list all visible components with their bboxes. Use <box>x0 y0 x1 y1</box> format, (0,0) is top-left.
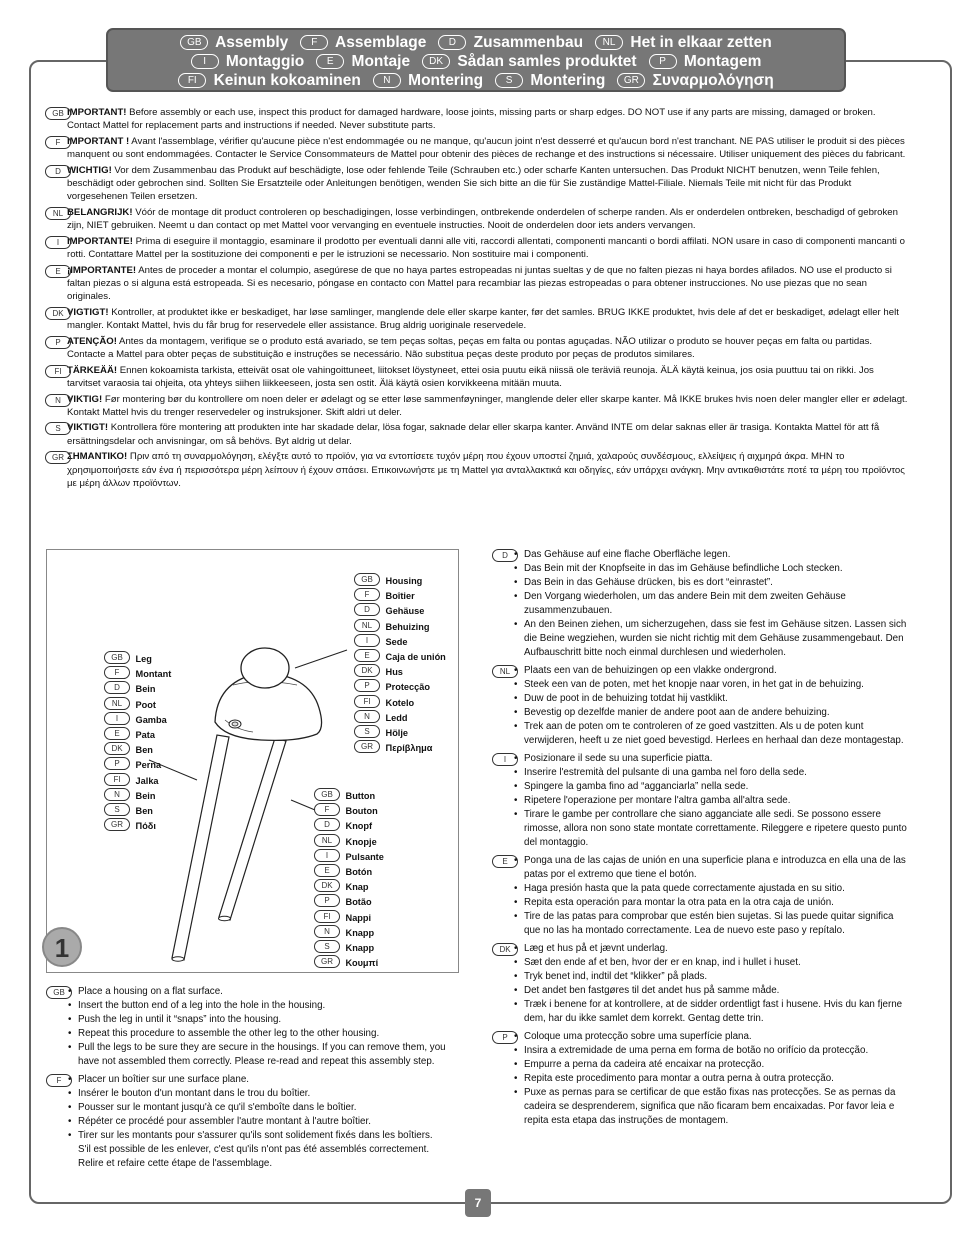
housing-shape <box>215 648 322 740</box>
part-label: Ben <box>133 806 153 817</box>
warning-label: ¡IMPORTANTE! <box>67 264 137 276</box>
language-code-badge: GB <box>180 35 208 50</box>
instruction-step: • Træk i benene for at kontrollere, at de sidder ordentligt fast i husene. Hvis du kan fjerne dem, har du ikke samlet dem korrekt. Gentag dette trin. <box>514 998 912 1026</box>
instruction-step: • Coloque uma protecção sobre uma superfície plana. <box>514 1030 912 1044</box>
language-code-badge: GB <box>45 107 71 120</box>
language-code-badge: F <box>45 136 71 149</box>
language-code-badge: DK <box>45 307 71 320</box>
part-label-row <box>354 588 446 603</box>
warning-text: Kontrollera före montering att produkten inte har skadade delar, lösa fogar, saknade delar eller skarpa kanter. Använd INTE om delar saknas eller är trasiga. Kontakta Mattel för att få ersättningsdelar och anvisningar, om så behövs. Byt aldrig ut delar. <box>67 422 880 447</box>
part-label-row <box>314 940 384 955</box>
language-code-badge: D <box>492 549 518 562</box>
instruction-step: • Trek aan de poten om te controleren of ze goed vastzitten. Als u de poten kunt verwijderen, heeft u ze niet goed bevestigd. Herlees en herhaal dan deze montagestap. <box>514 720 912 748</box>
language-code-badge: P <box>354 679 380 692</box>
instruction-step: • Push the leg in until it “snaps” into the housing. <box>68 1013 446 1027</box>
warning-paragraph <box>45 206 910 232</box>
warning-paragraph <box>45 235 910 261</box>
language-code-badge: GB <box>354 573 380 586</box>
warning-paragraph <box>45 306 910 332</box>
title-text: Montering <box>526 72 606 89</box>
instruction-step: • Insérer le bouton d'un montant dans le trou du boîtier. <box>68 1087 446 1101</box>
language-code-badge: GB <box>46 986 72 999</box>
part-label: Nappi <box>343 912 372 923</box>
button-label-list <box>314 788 384 970</box>
title-line-2 <box>108 52 844 71</box>
part-label-row <box>104 697 171 712</box>
instruction-step: • Repita este procedimento para montar a outra perna à outra protecção. <box>514 1072 912 1086</box>
part-label-row <box>104 651 171 666</box>
instruction-step: • Ponga una de las cajas de unión en una superficie plana e introduzca en ella una de las patas por el extremo que tiene el botón. <box>514 854 912 882</box>
leg-label-list <box>104 651 171 833</box>
language-code-badge: E <box>316 54 344 69</box>
instructions-right-column <box>492 548 912 1132</box>
language-code-badge: GR <box>45 451 71 464</box>
language-code-badge: DK <box>422 54 450 69</box>
instruction-step: • Tirare le gambe per controllare che siano agganciate alle sedi. Se possono essere rimosse, allora non sono state montate correttamente. Rileggere e ripetere questo punto del montaggio. <box>514 808 912 850</box>
part-label: Bein <box>133 790 156 801</box>
language-code-badge: FI <box>354 695 380 708</box>
part-label: Leg <box>133 654 152 664</box>
warning-text: Vor dem Zusammenbau das Produkt auf beschädigte, lose oder fehlende Teile (Schrauben etc.) oder scharfe Kanten untersuchen. Das Produkt NICHT benutzen, wenn Teile fehlen, beschädigt oder gebrochen sind. Sollten Sie Ersatzteile oder Anleitungen benötigen, wenden Sie sich bitte an die für Sie zuständige Mattel-Filiale. Niemals Teile mit nicht für das Produkt vorgesehenen Teilen ersetzen. <box>67 164 880 203</box>
warning-label: IMPORTANT ! <box>67 135 130 147</box>
warning-text: Before assembly or each use, inspect this product for damaged hardware, loose joints, missing parts or sharp edges. DO NOT use if any parts are missing, damaged or broken. Contact Mattel for replacement parts and instructions if needed. Never substitute parts. <box>67 107 876 132</box>
warning-paragraph <box>45 421 910 447</box>
warning-text: Avant l'assemblage, vérifier qu'aucune pièce n'est endommagée ou ne manque, qu'aucun joint n'est desserré et qu'aucun bord n'est tranchant. NE PAS utiliser le produit si des pièces manquent ou sont endommagées. Contacter le Service Consommateurs de Mattel pour obtenir des pièces de rechange et des instructions si nécessaire. Utiliser uniquement des pièces du fabricant. <box>67 135 906 161</box>
language-code-badge: E <box>314 864 340 877</box>
instruction-step: • Læg et hus på et jævnt underlag. <box>514 942 912 956</box>
part-label-row <box>354 695 446 710</box>
language-code-badge: GR <box>617 73 645 88</box>
part-label: Πόδι <box>133 821 156 832</box>
part-label: Hölje <box>383 728 409 739</box>
title-text: Assemblage <box>331 34 427 51</box>
title-text: Montagem <box>679 53 762 70</box>
language-code-badge: DK <box>492 943 518 956</box>
instruction-step: • Empurre a perna da cadeira até encaixar na protecção. <box>514 1058 912 1072</box>
part-label-row <box>354 725 446 740</box>
title-text: Montaje <box>347 53 411 70</box>
warning-text: Ennen kokoamista tarkista, etteivät osat ole vahingoittuneet, liitokset löystyneet, ettei osia puutu eikä niissä ole teräviä reunoja. ÄLÄ käytä keinua, jos osia puuttuu tai on rikki. Jos tarvitset varaosia tai ohjeita, ota yhteys siihen liikkeeseen, josta sen ostit. Älä käytä osien korvikkeena mitään muuta. <box>67 364 874 389</box>
part-label-row <box>314 818 384 833</box>
warning-label: VIKTIG! <box>67 393 103 405</box>
language-code-badge: I <box>191 54 219 69</box>
part-label: Housing <box>383 576 423 586</box>
language-code-badge: N <box>354 710 380 723</box>
part-label-row <box>354 619 446 634</box>
part-label: Ledd <box>383 712 408 723</box>
language-code-badge: S <box>314 940 340 953</box>
language-code-badge: N <box>373 73 401 88</box>
warning-text: Prima di eseguire il montaggio, esaminare il prodotto per eventuali danni alle viti, raccordi allentati, componenti mancanti o bordi affilati. NON usare in caso di componenti mancanti o rotti. Contattare Mattel per la sostituzione dei componenti e per le istruzioni se necessario. Non sostituire mai i componenti. <box>67 235 905 261</box>
warning-text: Kontroller, at produktet ikke er beskadiget, har løse samlinger, manglende dele eller skarpe kanter, før det samles. BRUG IKKE produktet, hvis dele af det er beskadiget, ødelagt eller helt mangler. Kontakt Mattel, hvis du får brug for reservedele eller assistance. Brug aldrig uoriginale reservedele. <box>67 306 899 332</box>
part-label-row <box>314 910 384 925</box>
language-code-badge: S <box>45 422 71 435</box>
language-code-badge: NL <box>314 834 340 847</box>
warning-paragraph <box>45 264 910 304</box>
title-text: Sådan samles produktet <box>453 53 637 70</box>
part-label-row <box>314 925 384 940</box>
leg-right <box>219 738 287 921</box>
warning-label: VIGTIGT! <box>67 306 109 318</box>
part-label: Jalka <box>133 775 159 786</box>
part-label-row <box>354 603 446 618</box>
part-label: Pata <box>133 730 155 741</box>
language-code-badge: D <box>104 681 130 694</box>
instruction-block <box>492 854 912 938</box>
instruction-step: • Repeat this procedure to assemble the other leg to the other housing. <box>68 1027 446 1041</box>
language-code-badge: F <box>300 35 328 50</box>
part-label-row <box>314 864 384 879</box>
part-label: Gamba <box>133 714 167 725</box>
warning-label: WICHTIG! <box>67 164 112 176</box>
part-label: Behuizing <box>383 621 430 632</box>
language-code-badge: GR <box>314 955 340 968</box>
instruction-step: • Pousser sur le montant jusqu'à ce qu'il s'emboîte dans le boîtier. <box>68 1101 446 1115</box>
language-code-badge: S <box>104 803 130 816</box>
language-code-badge: E <box>104 727 130 740</box>
warning-text: Πριν από τη συναρμολόγηση, ελέγξτε αυτό το προϊόν, για να εντοπίσετε τυχόν μέρη που έχουν υποστεί ζημιά, χαλαρούς συνδέσμους, ελλείψεις ή αιχμηρά άκρα. ΜΗΝ το χρησιμοποιήσετε εάν ένα ή περισσότερα μέρη λείπουν ή έχουν σπάσει. Επικοινωνήστε με τη Mattel για ανταλλακτικά και οδηγίες, εάν υπάρχει ανάγκη. Μην αντικαθιστάτε ποτέ τα μέρη του προϊόντος με μέρη άλλων προϊόντων. <box>67 451 905 489</box>
part-label-row <box>314 849 384 864</box>
instruction-block <box>492 548 912 660</box>
instruction-step: • Sæt den ende af et ben, hvor der er en knap, ind i hullet i huset. <box>514 956 912 970</box>
language-code-badge: P <box>104 757 130 770</box>
title-line-1 <box>108 33 844 52</box>
warning-text: Før montering bør du kontrollere om noen deler er ødelagt og se etter løse sammenføyninger, manglende deler eller skarpe kanter. Må IKKE brukes hvis noen deler mangler eller er ødelagt. Kontakt Mattel hvis du trenger reservedeler og instruksjoner. Skift aldri ut deler. <box>67 393 908 418</box>
instruction-block <box>492 942 912 1026</box>
warning-text: Antes de proceder a montar el columpio, asegúrese de que no haya partes estropeadas ni juntas sueltas y de que no falten piezas ni haya bordes afilados. NO use el producto si faltan piezas o si alguna está estropeada. Si es necesario, póngase en contacto con Mattel para recambiar las piezas estropeadas o para obtener instrucciones. No use piezas que no sean originales. <box>67 264 892 303</box>
assembly-diagram <box>46 549 459 973</box>
part-label-row <box>104 803 171 818</box>
warning-label: TÄRKEÄÄ! <box>67 364 118 376</box>
instruction-block <box>46 985 446 1069</box>
language-code-badge: I <box>354 634 380 647</box>
part-label-row <box>104 818 171 833</box>
part-label-row <box>354 634 446 649</box>
language-code-badge: NL <box>354 619 380 632</box>
language-code-badge: P <box>314 894 340 907</box>
language-code-badge: I <box>492 753 518 766</box>
part-label: Ben <box>133 745 153 756</box>
language-code-badge: D <box>354 603 380 616</box>
warning-paragraph <box>45 450 910 490</box>
instruction-step: • Steek een van de poten, met het knopje naar voren, in het gat in de behuizing. <box>514 678 912 692</box>
warning-text: Vóór de montage dit product controleren op beschadigingen, losse verbindingen, ontbrekende onderdelen of scherpe randen. Als er onderdelen ontbreken, beschadigd of gebroken zijn, NIET gebruiken. Neemt u dan contact op met Mattel voor vervanging en eventuele instructies. Nooit de onderdelen door iets anders vervangen. <box>67 206 898 232</box>
leg-left <box>172 735 229 961</box>
instruction-step: • Placer un boîtier sur une surface plane. <box>68 1073 446 1087</box>
language-code-badge: FI <box>104 773 130 786</box>
warning-label: IMPORTANTE! <box>67 235 133 247</box>
title-text: Συναρμολόγηση <box>648 72 774 89</box>
assembly-title-banner <box>106 28 846 92</box>
part-label: Botón <box>343 867 373 878</box>
instruction-step: • Das Gehäuse auf eine flache Oberfläche legen. <box>514 548 912 562</box>
title-text: Keinun kokoaminen <box>209 72 361 89</box>
instruction-step: • Den Vorgang wiederholen, um das andere Bein mit dem zweiten Gehäuse zusammenzubauen. <box>514 590 912 618</box>
language-code-badge: FI <box>45 365 71 378</box>
part-label: Bouton <box>343 806 378 817</box>
instruction-step: • Place a housing on a flat surface. <box>68 985 446 999</box>
instruction-step: • Bevestig op dezelfde manier de andere poot aan de andere behuizing. <box>514 706 912 720</box>
language-code-badge: D <box>45 165 71 178</box>
title-text: Montaggio <box>221 53 305 70</box>
language-code-badge: F <box>104 666 130 679</box>
warning-paragraph <box>45 364 910 390</box>
instruction-step: • Das Bein mit der Knopfseite in das im Gehäuse befindliche Loch stecken. <box>514 562 912 576</box>
part-label: Bein <box>133 684 156 695</box>
part-label: Sede <box>383 636 408 647</box>
language-code-badge: N <box>104 788 130 801</box>
instruction-step: • Det andet ben fastgøres til det andet hus på samme måde. <box>514 984 912 998</box>
part-label: Boîtier <box>383 591 415 602</box>
instruction-step: • Duw de poot in de behuizing totdat hij vastklikt. <box>514 692 912 706</box>
language-code-badge: NL <box>104 697 130 710</box>
part-label: Knapp <box>343 943 375 954</box>
safety-warnings <box>45 106 910 492</box>
language-code-badge: FI <box>178 73 206 88</box>
part-label-row <box>354 573 446 588</box>
part-label: Kotelo <box>383 697 415 708</box>
language-code-badge: S <box>495 73 523 88</box>
instruction-step: • Répéter ce procédé pour assembler l'autre montant à l'autre boîtier. <box>68 1115 446 1129</box>
language-code-badge: F <box>46 1074 72 1087</box>
instruction-step: • Inserire l'estremità del pulsante di una gamba nel foro della sede. <box>514 766 912 780</box>
part-label-row <box>104 773 171 788</box>
part-label-row <box>314 894 384 909</box>
language-code-badge: P <box>45 336 71 349</box>
language-code-badge: N <box>314 925 340 938</box>
part-label-row <box>354 710 446 725</box>
language-code-badge: I <box>314 849 340 862</box>
language-code-badge: N <box>45 394 71 407</box>
instruction-step: • Plaats een van de behuizingen op een vlakke ondergrond. <box>514 664 912 678</box>
warning-text: Antes da montagem, verifique se o produto está avariado, se tem peças soltas, peças em falta ou pontas aguçadas. NÃO utilizar o produto se houver peças em falta ou partidas. Contacte a Mattel para obter peças de substituição e instruções se necessário. Não substitua peças deste produto por peças de produtos similares. <box>67 335 873 360</box>
language-code-badge: GB <box>314 788 340 801</box>
part-label-row <box>354 664 446 679</box>
instruction-step: • Tryk benet ind, indtil det “klikker” på plads. <box>514 970 912 984</box>
instruction-block <box>492 1030 912 1128</box>
warning-label: BELANGRIJK! <box>67 206 133 218</box>
warning-paragraph <box>45 164 910 204</box>
language-code-badge: E <box>354 649 380 662</box>
language-code-badge: GR <box>104 818 130 831</box>
instruction-step: • Ripetere l'operazione per montare l'altra gamba all'altra sede. <box>514 794 912 808</box>
title-line-3 <box>108 71 844 90</box>
part-label: Caja de unión <box>383 652 446 663</box>
part-label-row <box>314 834 384 849</box>
warning-label: VIKTIGT! <box>67 422 109 434</box>
language-code-badge: P <box>649 54 677 69</box>
part-label-row <box>354 679 446 694</box>
part-label-row <box>314 803 384 818</box>
step-number-badge: 1 <box>42 927 82 967</box>
language-code-badge: GB <box>104 651 130 664</box>
warning-paragraph <box>45 335 910 361</box>
language-code-badge: NL <box>45 207 71 220</box>
part-label: Pulsante <box>343 851 384 862</box>
part-label: Knopf <box>343 821 373 832</box>
language-code-badge: S <box>354 725 380 738</box>
part-label: Knapp <box>343 927 375 938</box>
part-label: Περίβλημα <box>383 743 433 754</box>
title-text: Montering <box>403 72 484 89</box>
warning-paragraph <box>45 106 910 132</box>
part-label-row <box>104 727 171 742</box>
warning-label: ATENÇÃO! <box>67 335 117 347</box>
part-label-row <box>104 742 171 757</box>
part-label: Hus <box>383 667 403 678</box>
part-label: Perna <box>133 760 162 771</box>
language-code-badge: NL <box>492 665 518 678</box>
part-label: Protecção <box>383 682 430 693</box>
language-code-badge: E <box>492 855 518 868</box>
instruction-step: • Tire de las patas para comprobar que estén bien sujetas. Si las puede quitar significa que no las ha montado correctamente. Lea de nuevo este paso y repítalo. <box>514 910 912 938</box>
language-code-badge: DK <box>354 664 380 677</box>
instruction-block <box>492 752 912 850</box>
part-label-row <box>314 955 384 970</box>
part-label-row <box>354 649 446 664</box>
instruction-step: • Haga presión hasta que la pata quede correctamente ajustada en su sitio. <box>514 882 912 896</box>
instruction-step: • Insira a extremidade de uma perna em forma de botão no orifício da protecção. <box>514 1044 912 1058</box>
instruction-step: • Repita esta operación para montar la otra pata en la otra caja de unión. <box>514 896 912 910</box>
page-number: 7 <box>465 1189 491 1217</box>
part-label: Knopje <box>343 836 377 847</box>
language-code-badge: GR <box>354 740 380 753</box>
instruction-step: • Insert the button end of a leg into the hole in the housing. <box>68 999 446 1013</box>
language-code-badge: F <box>354 588 380 601</box>
part-label: Knap <box>343 882 369 893</box>
part-label-row <box>314 788 384 803</box>
part-label-row <box>104 666 171 681</box>
language-code-badge: E <box>45 265 71 278</box>
language-code-badge: I <box>45 236 71 249</box>
instruction-step: • Puxe as pernas para se certificar de que estão fixas nas protecções. Se as pernas da cadeira se desprenderem, significa que não ficaram bem encaixadas. Por favor leia e repita esta etapa das instruções de montagem. <box>514 1086 912 1128</box>
part-label: Button <box>343 791 376 801</box>
part-label-row <box>314 879 384 894</box>
part-label-row <box>354 740 446 755</box>
language-code-badge: NL <box>595 35 623 50</box>
instruction-block <box>46 1073 446 1171</box>
language-code-badge: F <box>314 803 340 816</box>
warning-label: IMPORTANT! <box>67 107 127 118</box>
instruction-step: • Posizionare il sede su una superficie piatta. <box>514 752 912 766</box>
instruction-block <box>492 664 912 748</box>
instruction-step: • Spingere la gamba fino ad “agganciarla” nella sede. <box>514 780 912 794</box>
language-code-badge: D <box>438 35 466 50</box>
part-label-row <box>104 757 171 772</box>
language-code-badge: P <box>492 1031 518 1044</box>
warning-paragraph <box>45 393 910 419</box>
instruction-step: • An den Beinen ziehen, um sicherzugehen, dass sie fest im Gehäuse sitzen. Lassen sich die Beine wegziehen, wurden sie nicht richtig mit dem Gehäuse zusammengebaut. Den Aufbauschritt bitte noch einmal durchlesen und wiederholen. <box>514 618 912 660</box>
housing-label-list <box>354 573 446 755</box>
instruction-step: • Tirer sur les montants pour s'assurer qu'ils sont solidement fixés dans les boîtiers. S'il est possible de les enlever, c'est qu'ils n'ont pas été assemblés correctement. Relire et refaire cette étape de l'assemblage. <box>68 1129 446 1171</box>
language-code-badge: DK <box>314 879 340 892</box>
title-text: Zusammenbau <box>469 34 584 51</box>
part-label: Poot <box>133 699 156 710</box>
part-label-row <box>104 712 171 727</box>
warning-label: ΣΗΜΑΝΤΙΚΟ! <box>67 451 128 463</box>
language-code-badge: I <box>104 712 130 725</box>
part-label: Montant <box>133 669 172 680</box>
part-label-row <box>104 681 171 696</box>
language-code-badge: FI <box>314 910 340 923</box>
language-code-badge: DK <box>104 742 130 755</box>
title-text: Het in elkaar zetten <box>626 34 772 51</box>
instruction-step: • Pull the legs to be sure they are secure in the housings. If you can remove them, you have not assembled them correctly. Please re-read and repeat this assembly step. <box>68 1041 446 1069</box>
instructions-left-column <box>46 985 446 1175</box>
part-label-row <box>104 788 171 803</box>
instruction-step: • Das Bein in das Gehäuse drücken, bis es dort “einrastet”. <box>514 576 912 590</box>
language-code-badge: D <box>314 818 340 831</box>
part-label: Κουμπί <box>343 958 379 969</box>
part-label: Gehäuse <box>383 606 425 617</box>
part-label: Botão <box>343 897 372 908</box>
warning-paragraph <box>45 135 910 161</box>
title-text: Assembly <box>211 34 289 51</box>
